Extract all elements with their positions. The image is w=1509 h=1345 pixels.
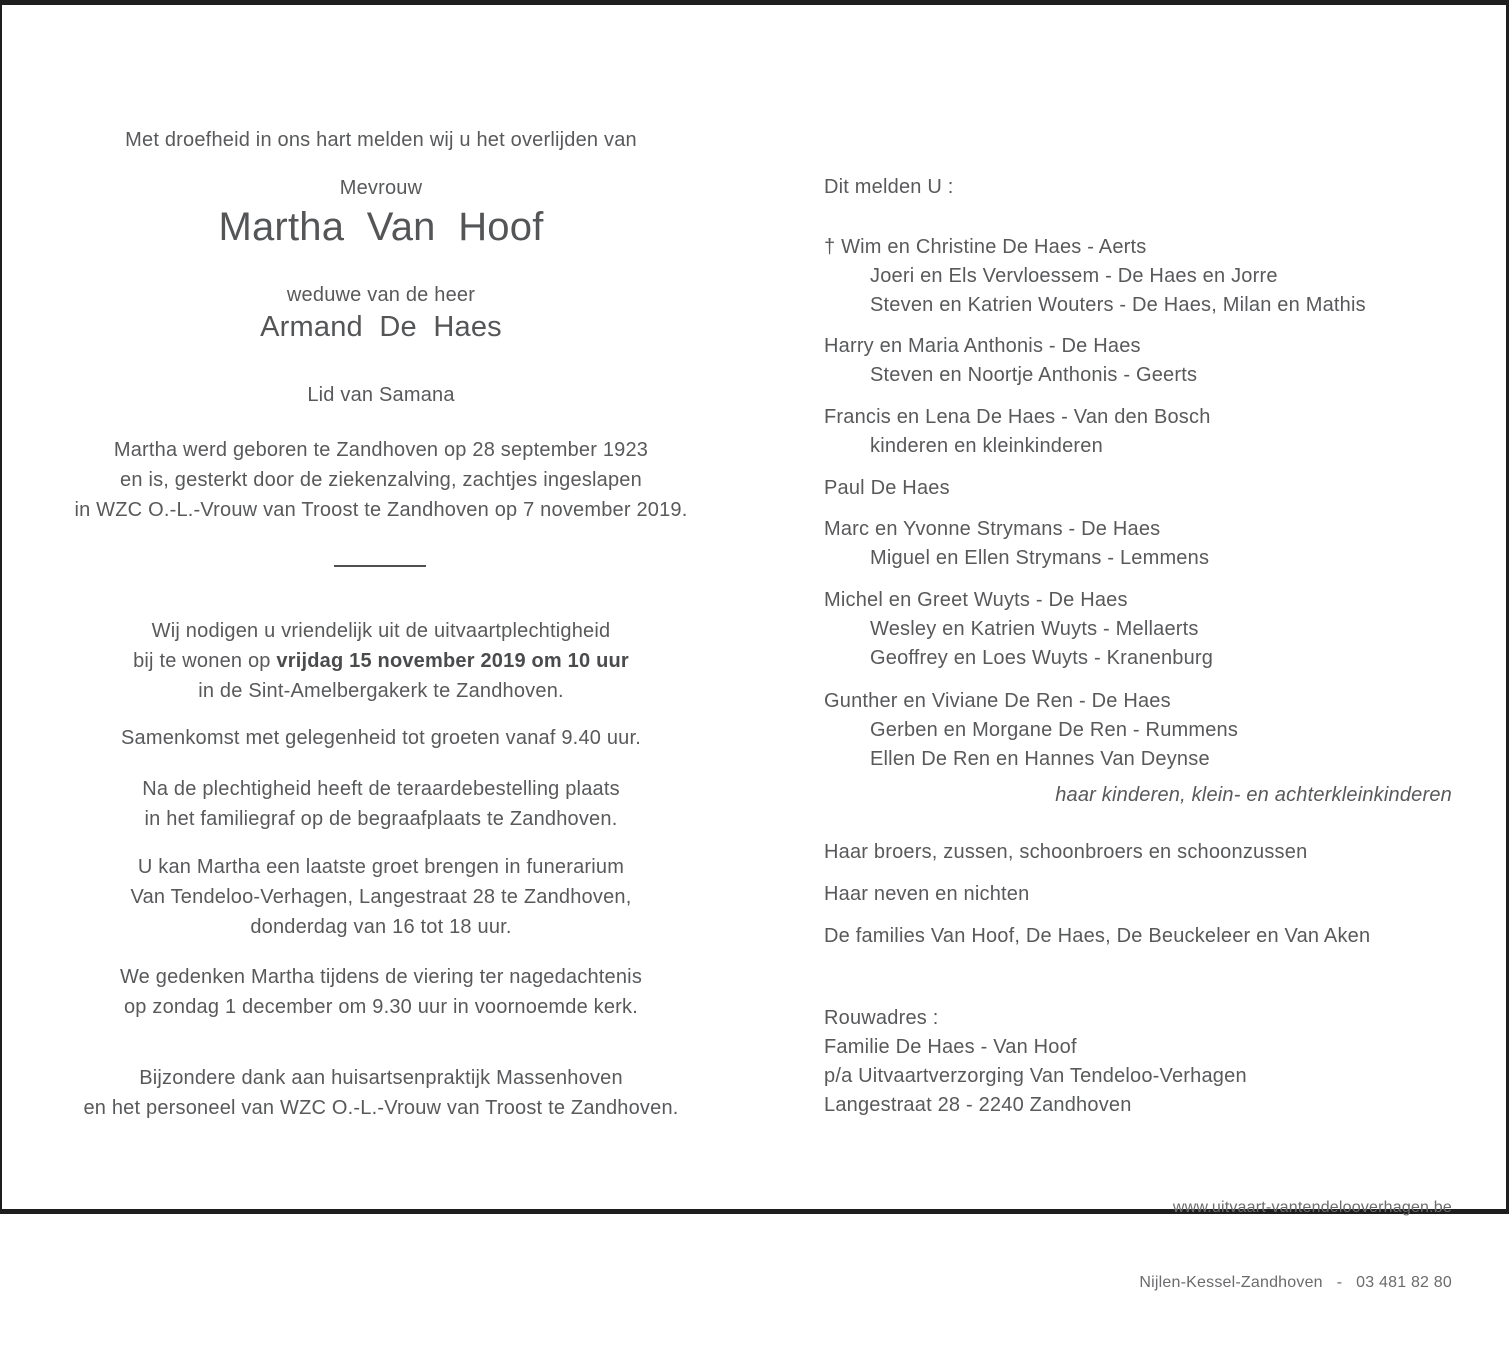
family-sub-line: Miguel en Ellen Strymans - Lemmens [870,547,1210,569]
family-main-line: Paul De Haes [824,477,950,499]
mourning-address-line: p/a Uitvaartverzorging Van Tendeloo-Verhagen [824,1065,1247,1087]
family-main-line: Marc en Yvonne Strymans - De Haes [824,518,1161,540]
burial-line: in het familiegraf op de begraafplaats te Zandhoven. [144,808,618,830]
mourning-address-label: Rouwadres : [824,1007,939,1029]
announcers-heading: Dit melden U : [824,176,954,198]
family-sub-line: Steven en Noortje Anthonis - Geerts [870,364,1198,386]
descendants-closing-line: haar kinderen, klein- en achterkleinkinderen [1055,784,1452,806]
family-group [824,474,1452,503]
family-group [824,515,1452,573]
relatives-line: Haar broers, zussen, schoonbroers en schoonzussen [824,841,1308,863]
invitation-prefix: bij te wonen op [133,650,277,672]
life-line: Martha werd geboren te Zandhoven op 28 september 1923 [113,439,649,461]
family-group [824,233,1452,320]
family-sub-line: Geoffrey en Loes Wuyts - Kranenburg [870,647,1214,669]
section-divider [334,565,426,567]
salutation: Mevrouw [339,177,423,199]
family-group [824,332,1452,390]
memorial-line: op zondag 1 december om 9.30 uur in voornoemde kerk. [123,996,639,1018]
funeral-home-website: www.uitvaart-vantendelooverhagen.be [1172,1199,1452,1216]
burial-line: Na de plechtigheid heeft de teraardebestelling plaats [142,778,620,800]
funerarium-line: Van Tendeloo-Verhagen, Langestraat 28 te Zandhoven, [130,886,632,908]
family-main-line: Harry en Maria Anthonis - De Haes [824,335,1141,357]
funerarium-line: U kan Martha een laatste groet brengen in funerarium [137,856,625,878]
deceased-name: Martha Van Hoof [218,205,544,249]
family-main-line: † Wim en Christine De Haes - Aerts [824,236,1147,258]
ceremony-datetime: vrijdag 15 november 2019 om 10 uur [276,650,629,672]
relatives-line: Haar neven en nichten [824,883,1030,905]
widow-line: weduwe van de heer [286,284,476,306]
memorial-paragraph [50,962,712,1022]
invitation-line: Wij nodigen u vriendelijk uit de uitvaartplechtigheid [151,620,611,642]
family-group [824,687,1452,774]
thanks-line: en het personeel van WZC O.-L.-Vrouw van Troost te Zandhoven. [83,1097,679,1119]
family-sub-line: Wesley en Katrien Wuyts - Mellaerts [870,618,1199,640]
family-sub-line: kinderen en kleinkinderen [870,435,1103,457]
gathering-line: Samenkomst met gelegenheid tot groeten vanaf 9.40 uur. [120,727,642,749]
funerarium-line: donderdag van 16 tot 18 uur. [250,916,512,938]
mourning-address-line: Familie De Haes - Van Hoof [824,1036,1077,1058]
life-line: en is, gesterkt door de ziekenzalving, zachtjes ingeslapen [120,469,642,491]
invitation-paragraph [50,616,712,706]
life-line: in WZC O.-L.-Vrouw van Troost te Zandhoven op 7 november 2019. [74,499,688,521]
family-sub-line: Ellen De Ren en Hannes Van Deynse [870,748,1210,770]
family-sub-line: Joeri en Els Vervloessem - De Haes en Jorre [870,265,1278,287]
invitation-line [50,646,712,676]
funeral-home-contact: Nijlen-Kessel-Zandhoven - 03 481 82 80 [1139,1274,1452,1291]
family-sub-line: Steven en Katrien Wouters - De Haes, Milan en Mathis [870,294,1366,316]
family-group [824,403,1452,461]
relatives-line: De families Van Hoof, De Haes, De Beuckeleer en Van Aken [824,925,1371,947]
family-main-line: Gunther en Viviane De Ren - De Haes [824,690,1171,712]
life-paragraph [50,435,712,525]
family-sub-line: Gerben en Morgane De Ren - Rummens [870,719,1239,741]
family-main-line: Francis en Lena De Haes - Van den Bosch [824,406,1211,428]
thanks-line: Bijzondere dank aan huisartsenpraktijk Massenhoven [139,1067,623,1089]
thanks-paragraph [50,1063,712,1123]
funerarium-paragraph [50,852,712,942]
family-group [824,586,1452,673]
spouse-name: Armand De Haes [260,311,502,343]
intro-line: Met droefheid in ons hart melden wij u het overlijden van [125,129,637,151]
family-main-line: Michel en Greet Wuyts - De Haes [824,589,1128,611]
mourning-address-block [824,1004,1452,1120]
memorial-line: We gedenken Martha tijdens de viering ter nagedachtenis [119,966,643,988]
mourning-address-line: Langestraat 28 - 2240 Zandhoven [824,1094,1132,1116]
invitation-line: in de Sint-Amelbergakerk te Zandhoven. [198,680,564,702]
burial-paragraph [50,774,712,834]
membership-line: Lid van Samana [307,384,455,406]
funeral-home-footer [824,1145,1452,1345]
